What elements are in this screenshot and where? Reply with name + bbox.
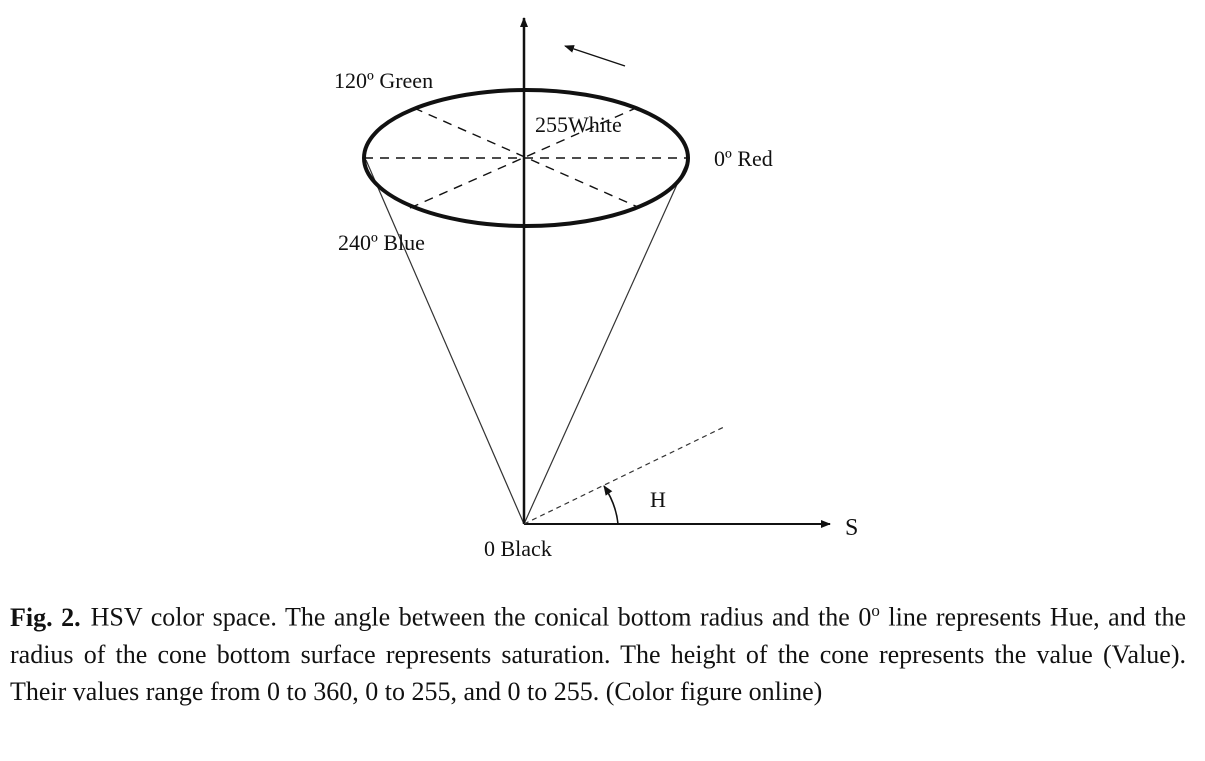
degree-superscript: o xyxy=(871,601,880,620)
ellipse-dashed-diameters xyxy=(364,108,688,208)
hue-angle-arc xyxy=(604,486,618,524)
label-white: 255White xyxy=(535,112,622,137)
hue-reference-line xyxy=(524,426,726,524)
label-hue: H xyxy=(650,487,666,512)
label-green: 120º Green xyxy=(334,68,434,93)
cone-right-side xyxy=(524,160,688,524)
label-black: 0 Black xyxy=(484,536,552,561)
label-saturation: S xyxy=(845,515,859,541)
label-blue: 240º Blue xyxy=(338,230,425,255)
caption-text-part-2: line represents Hue, and the radius of the cone bottom surface represents saturation. The height of the cone represents the value (Value). Their values range from 0 to 360, 0 to 255, and 0 to 255. (Color figure online) xyxy=(10,602,1186,706)
cone-left-side xyxy=(366,160,524,524)
figure-caption xyxy=(10,592,1186,710)
figure-label: Fig. 2. xyxy=(10,602,81,632)
caption-text-part-1: HSV color space. The angle between the conical bottom radius and the 0 xyxy=(90,602,872,632)
rotation-arrow xyxy=(565,46,625,66)
label-red: 0º Red xyxy=(714,146,773,171)
